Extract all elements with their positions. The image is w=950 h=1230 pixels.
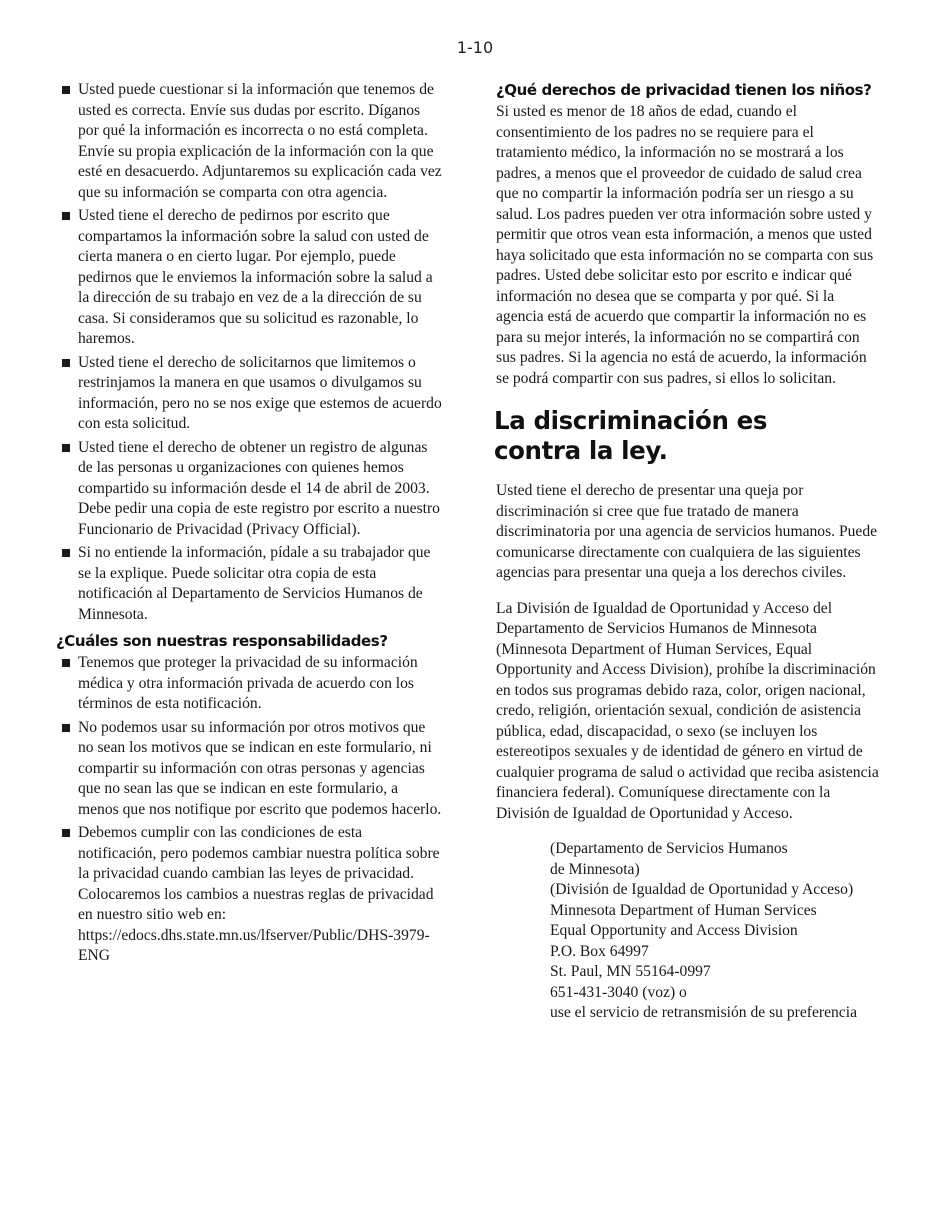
square-bullet-icon xyxy=(62,829,70,837)
address-line: (División de Igualdad de Oportunidad y Acceso) xyxy=(550,881,854,898)
list-item xyxy=(60,438,442,541)
list-item xyxy=(60,823,442,967)
address-line: St. Paul, MN 55164-0997 xyxy=(550,963,711,980)
square-bullet-icon xyxy=(62,86,70,94)
section-title-line: contra la ley. xyxy=(494,436,668,465)
list-item-text: Usted tiene el derecho de obtener un registro de algunas de las personas u organizaciones con quienes hemos compartido su información desde el 14 de abril de 2003. Debe pedir una copia de este registro por escrito a nuestro Funcionario de Privacidad (Privacy Official). xyxy=(78,438,440,538)
list-item xyxy=(60,718,442,821)
responsibilities-heading: ¿Cuáles son nuestras responsabilidades? xyxy=(56,632,388,650)
square-bullet-icon xyxy=(62,724,70,732)
address-line: Equal Opportunity and Access Division xyxy=(550,922,798,939)
address-line: P.O. Box 64997 xyxy=(550,942,649,960)
square-bullet-icon xyxy=(62,659,70,667)
list-item xyxy=(60,353,442,435)
square-bullet-icon xyxy=(62,359,70,367)
list-item xyxy=(60,206,442,350)
list-item-text: Usted tiene el derecho de pedirnos por escrito que compartamos la información sobre la salud con usted de cierta manera o en cierto lugar. Por ejemplo, puede pedirnos que le enviemos la información sobre la salud a la dirección de su trabajo en vez de a la dirección de su casa. Si consideramos que su solicitud es razonable, lo haremos. xyxy=(78,207,433,347)
equal-opportunity-paragraph: La División de Igualdad de Oportunidad y Acceso del Departamento de Servicios Humanos de Minnesota (Minnesota Department of Human Services, Equal Opportunity and Access Division), prohíbe la discriminación en todos sus programas debido raza, color, origen nacional, credo, religión, orientación sexual, condición de asistencia pública, edad, discapacidad, o sexo (se incluyen los estereotipos sexuales y de identidad de género en virtud de cualquier programa de salud o actividad que reciba asistencia financiera federal). Comuníquese directamente con la División de Igualdad de Oportunidad y Acceso. xyxy=(496,599,879,822)
square-bullet-icon xyxy=(62,212,70,220)
list-item-text: Usted puede cuestionar si la información que tenemos de usted es correcta. Envíe sus dudas por escrito. Díganos por qué la información es incorrecta o no está completa. Envíe su propia explicación de la información con la que esté en desacuerdo. Adjuntaremos su explicación cada vez que su información se comparta con otra agencia. xyxy=(78,81,442,201)
children-rights-heading: ¿Qué derechos de privacidad tienen los niños? xyxy=(496,81,872,99)
address-line: Minnesota Department of Human Services xyxy=(550,901,817,919)
responsibilities-list xyxy=(60,653,442,967)
mailing-address-block xyxy=(550,839,882,1024)
rights-list xyxy=(60,80,442,625)
square-bullet-icon xyxy=(62,444,70,452)
section-title-line: La discriminación es xyxy=(494,406,768,435)
list-item xyxy=(60,80,442,203)
relay-service-line: use el servicio de retransmisión de su preferencia xyxy=(550,1004,857,1021)
page-number: 1-10 xyxy=(456,38,494,57)
square-bullet-icon xyxy=(62,549,70,557)
list-item-text: No podemos usar su información por otros motivos que no sean los motivos que se indican en este formulario, ni compartir su información con otras personas y agencias que no sean las que se indican en este formulario, a menos que nos notifique por escrito que podemos hacerlo. xyxy=(78,718,442,818)
list-item-text: Usted tiene el derecho de solicitarnos que limitemos o restrinjamos la manera en que usamos o divulgamos su información, pero no se nos exige que estemos de acuerdo con esta solicitud. xyxy=(78,353,442,432)
list-item-text: Si no entiende la información, pídale a su trabajador que se la explique. Puede solicitar otra copia de esta notificación al Departamento de Servicios Humanos de Minnesota. xyxy=(78,544,431,623)
phone-line: 651-431-3040 (voz) o xyxy=(550,983,687,1001)
list-item xyxy=(60,543,442,625)
address-line: (Departamento de Servicios Humanos xyxy=(550,840,788,857)
discrimination-section-title xyxy=(494,406,882,466)
right-column xyxy=(496,80,882,1024)
list-item-text: Tenemos que proteger la privacidad de su información médica y otra información privada de acuerdo con los términos de esta notificación. xyxy=(78,654,418,712)
complaint-paragraph: Usted tiene el derecho de presentar una queja por discriminación si cree que fue tratado de manera discriminatoria por una agencia de servicios humanos. Puede comunicarse directamente con cualquiera de las siguientes agencias para presentar una queja a los derechos civiles. xyxy=(496,482,878,581)
address-line: de Minnesota) xyxy=(550,860,640,878)
children-rights-paragraph: Si usted es menor de 18 años de edad, cuando el consentimiento de los padres no se requiere para el tratamiento médico, la información no se mostrará a los padres, a menos que el proveedor de cuidado de salud crea que no compartir la información podría ser un riesgo a su salud. Los padres pueden ver otra información sobre usted y permitir que otros vean esta información, a menos que usted haya solicitado que esta información no se comparta con sus padres. Usted debe solicitar esto por escrito e indicar qué información no desea que se comparta y por qué. Si la agencia está de acuerdo que compartir la información no es para su mejor interés, la información no se compartirá con sus padres. Si la agencia no está de acuerdo, la información se podrá compartir con sus padres, si ellos lo solicitan. xyxy=(496,103,874,387)
left-column xyxy=(56,80,442,970)
list-item-text: Debemos cumplir con las condiciones de esta notificación, pero podemos cambiar nuestra política sobre la privacidad cuando cambian las leyes de privacidad. Colocaremos los cambios a nuestras reglas de privacidad en nuestro sitio web en: https://edocs.dhs.state.mn.us/lfserver/Public/DHS-3979-ENG xyxy=(78,824,440,964)
list-item xyxy=(60,653,442,715)
